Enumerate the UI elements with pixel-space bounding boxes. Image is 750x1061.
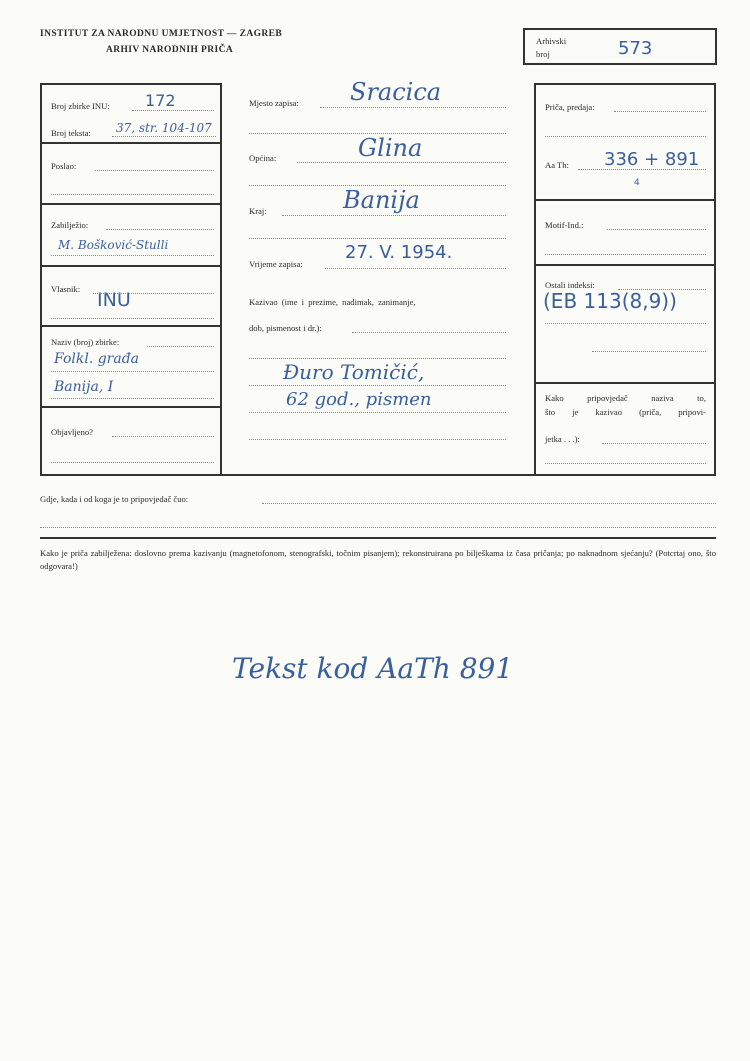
collection-name-line-1 <box>147 346 214 347</box>
sent-line-2 <box>51 194 214 195</box>
recorded-by-line-1 <box>106 229 214 230</box>
narrator-label-2: dob, pismenost i dr.): <box>249 323 322 333</box>
text-no-line <box>112 136 216 137</box>
date-line <box>325 268 506 269</box>
narrator-line-4 <box>249 412 506 413</box>
text-no-label: Broj teksta: <box>51 128 91 138</box>
archive-name: ARHIV NARODNIH PRIČA <box>106 45 234 55</box>
naming-label-1: Kako pripovjedač naziva to, <box>545 393 706 403</box>
archive-number-label-1: Arhivski <box>536 36 567 46</box>
narrator-value-1: Đuro Tomičić, <box>283 360 425 384</box>
right-rule-3 <box>534 382 716 384</box>
narrator-label-1: Kazivao (ime i prezime, nadimak, zanimanje, <box>249 297 416 307</box>
collection-name-line-3 <box>51 398 214 399</box>
frame-divider-2 <box>534 83 536 476</box>
collection-no-value: 172 <box>145 91 176 110</box>
left-rule-3 <box>40 265 222 267</box>
other-indexes-label: Ostali indeksi: <box>545 280 595 290</box>
text-no-value: 37, str. 104-107 <box>116 121 212 135</box>
published-line-2 <box>51 462 214 463</box>
narrator-value-2: 62 god., pismen <box>286 389 432 410</box>
municipality-value: Glina <box>358 134 423 162</box>
left-rule-1 <box>40 142 222 144</box>
motif-line-1 <box>607 229 706 230</box>
institute-name: INSTITUT ZA NARODNU UMJETNOST — ZAGREB <box>40 29 283 39</box>
recorded-by-label: Zabilježio: <box>51 220 89 230</box>
left-rule-2 <box>40 203 222 205</box>
right-rule-1 <box>534 199 716 201</box>
recorded-by-value: M. Bošković-Stulli <box>58 238 169 252</box>
collection-name-value-2: Banija, I <box>54 379 114 395</box>
frame-bottom <box>40 474 716 476</box>
collection-name-value-1: Folkl. građa <box>54 351 140 367</box>
narrator-line-3 <box>249 385 506 386</box>
place-label: Mjesto zapisa: <box>249 98 299 108</box>
motif-label: Motif-Ind.: <box>545 220 584 230</box>
aath-line <box>578 169 706 170</box>
story-label: Priča, predaja: <box>545 102 595 112</box>
published-label: Objavljeno? <box>51 427 93 437</box>
naming-line-2 <box>545 463 706 464</box>
other-indexes-value: (EB 113(8,9)) <box>543 289 677 313</box>
narrator-line-1 <box>352 332 506 333</box>
bottom-rule <box>40 537 716 539</box>
story-line-1 <box>614 111 706 112</box>
recorded-by-line-2 <box>51 255 214 256</box>
region-line-1 <box>282 215 506 216</box>
other-indexes-line-2 <box>545 323 706 324</box>
collection-name-line-2 <box>51 371 214 372</box>
owner-line-1 <box>93 293 214 294</box>
naming-line-1 <box>602 443 706 444</box>
naming-label-3: jetka . . .): <box>545 434 580 444</box>
left-rule-5 <box>40 406 222 408</box>
right-top-rule <box>535 83 716 85</box>
narrator-line-2 <box>249 358 506 359</box>
heard-line-2 <box>40 527 716 528</box>
motif-line-2 <box>545 254 706 255</box>
sent-line-1 <box>95 170 214 171</box>
sent-label: Poslao: <box>51 161 77 171</box>
handwritten-note: Tekst kod AaTh 891 <box>232 652 514 685</box>
archive-number-label-2: broj <box>536 49 550 59</box>
date-value: 27. V. 1954. <box>345 242 453 263</box>
collection-name-label: Naziv (broj) zbirke: <box>51 337 120 347</box>
owner-line-2 <box>51 318 214 319</box>
published-line-1 <box>112 436 214 437</box>
date-label: Vrijeme zapisa: <box>249 259 303 269</box>
municipality-line-1 <box>297 162 506 163</box>
municipality-label: Općina: <box>249 153 277 163</box>
recording-method-text: Kako je priča zabilježena: doslovno prema kazivanju (magnetofonom, stenografski, točnim pisanjem); rekonstruirana po bilješkama iz časa pričanja; po naknadnom sjećanju? (Potcrtaj ono, što odgovara!) <box>40 548 716 571</box>
owner-label: Vlasnik: <box>51 284 81 294</box>
right-rule-2 <box>534 264 716 266</box>
archive-number-value: 573 <box>618 38 653 59</box>
heard-label: Gdje, kada i od koga je to pripovjedač čuo: <box>40 494 189 504</box>
region-value: Banija <box>343 186 420 214</box>
frame-right <box>714 83 716 476</box>
story-line-2 <box>545 136 706 137</box>
left-rule-4 <box>40 325 222 327</box>
region-line-2 <box>249 238 506 239</box>
owner-value: INU <box>97 289 131 311</box>
narrator-line-5 <box>249 439 506 440</box>
aath-sub: 4 <box>634 178 640 188</box>
region-label: Kraj: <box>249 206 267 216</box>
naming-label-2: što je kazivao (priča, pripovi- <box>545 407 706 417</box>
place-line-1 <box>320 107 506 108</box>
collection-no-label: Broj zbirke INU: <box>51 101 110 111</box>
other-indexes-line-3 <box>592 351 706 352</box>
place-value: Sracica <box>350 78 442 106</box>
aath-label: Aa Th: <box>545 160 569 170</box>
heard-line-1 <box>262 503 716 504</box>
left-top-rule <box>40 83 222 85</box>
aath-value: 336 + 891 <box>604 149 700 170</box>
collection-no-line <box>132 110 214 111</box>
